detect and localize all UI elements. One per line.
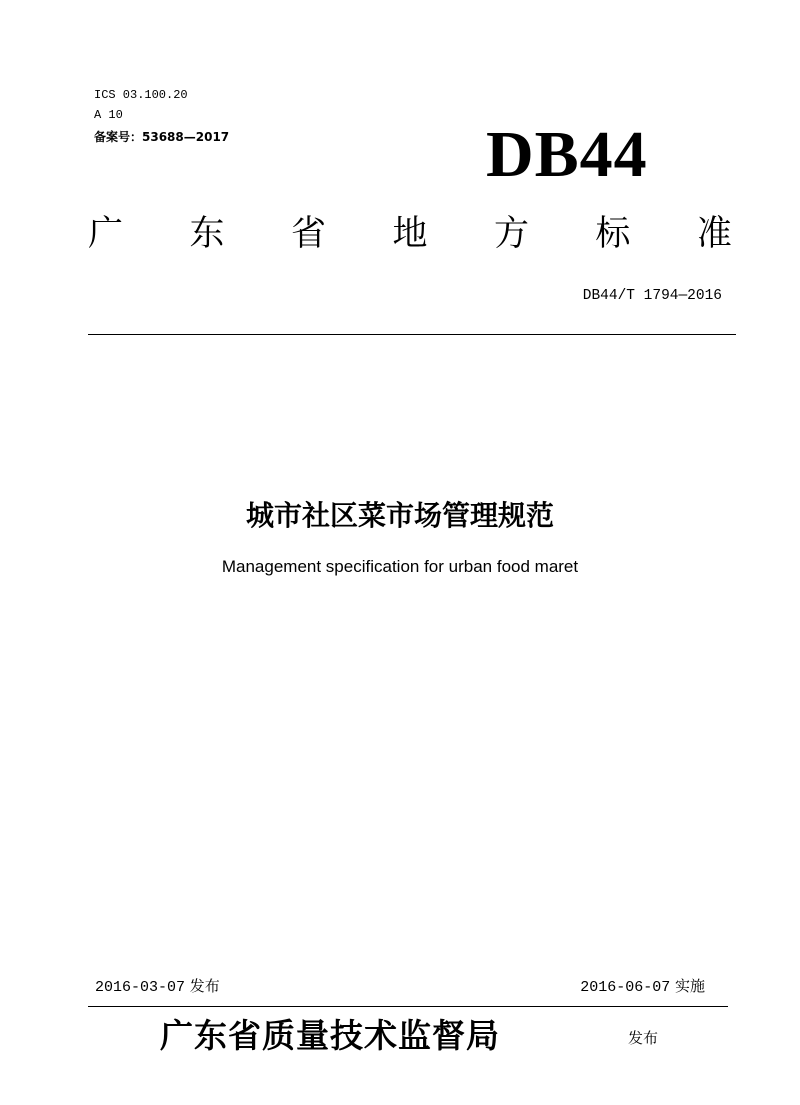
standard-code: DB44 xyxy=(486,118,648,191)
effective-date-line xyxy=(580,976,705,998)
publish-date-line xyxy=(95,976,220,998)
standard-number: DB44/T 1794—2016 xyxy=(582,288,722,304)
filing-number: 备案号：53688—2017 xyxy=(94,130,230,144)
ics-code: ICS 03.100.20 xyxy=(94,88,188,102)
standard-type-char: 地 xyxy=(392,214,428,254)
standard-type-char: 东 xyxy=(189,214,225,254)
footer-divider xyxy=(88,1006,728,1007)
header-divider xyxy=(88,334,736,335)
standard-type-heading xyxy=(88,212,732,256)
publish-label: 发布 xyxy=(189,977,220,995)
standard-type-char: 准 xyxy=(696,214,732,254)
document-title-english: Management specification for urban food maret xyxy=(221,557,579,576)
issuing-authority: 广东省质量技术监督局 xyxy=(160,1016,500,1055)
issuer-suffix: 发布 xyxy=(628,1029,659,1047)
publish-date: 2016-03-07 xyxy=(95,979,186,996)
effective-label: 实施 xyxy=(674,977,705,995)
standard-type-char: 省 xyxy=(290,214,326,254)
classification-code: A 10 xyxy=(94,108,123,122)
document-title-chinese: 城市社区菜市场管理规范 xyxy=(245,499,554,532)
standard-type-char: 方 xyxy=(493,214,529,254)
standard-type-char: 广 xyxy=(88,214,124,254)
standard-type-char: 标 xyxy=(595,214,631,254)
effective-date: 2016-06-07 xyxy=(580,979,671,996)
